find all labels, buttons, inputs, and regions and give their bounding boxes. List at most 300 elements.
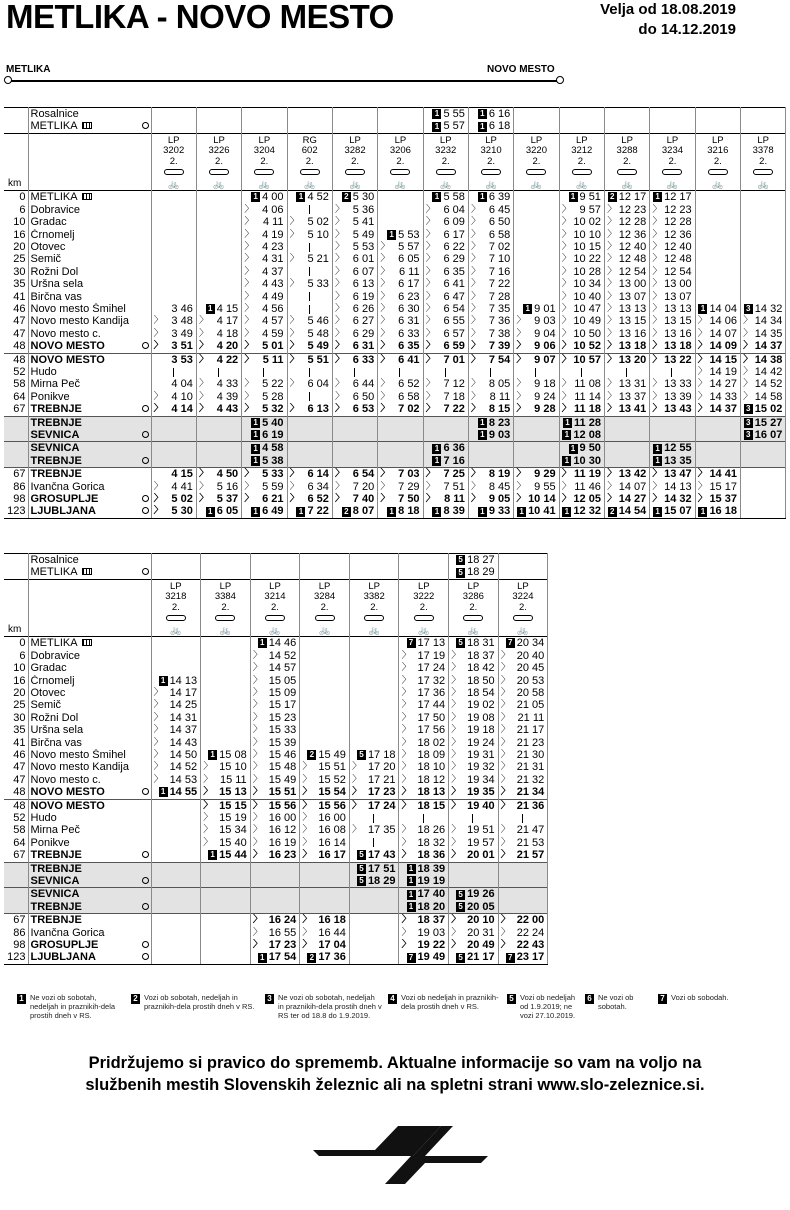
time-cell [559, 291, 604, 303]
pass-through-mark [626, 368, 627, 377]
time-cell [514, 391, 559, 403]
time-cell [332, 378, 377, 390]
time-value: 6 31 [398, 315, 420, 328]
timetable-row [4, 554, 548, 567]
time-cell [695, 505, 740, 518]
continues-mark: 〉 [470, 253, 481, 265]
continues-mark: 〉 [334, 378, 345, 390]
continues-mark: 〉 [652, 378, 663, 390]
time-value: 6 54 [352, 468, 375, 481]
time-cell [468, 108, 513, 121]
km-cell: 64 [4, 391, 28, 403]
time-value: 15 56 [318, 799, 346, 812]
time-value: 15 52 [318, 773, 346, 786]
time-value: 21 31 [516, 761, 545, 774]
time-cell [423, 229, 468, 241]
time-value: 6 17 [443, 228, 465, 241]
time-cell [449, 786, 499, 799]
footnote-badge: 5 [357, 876, 366, 886]
time-cell [201, 712, 251, 724]
time-value: 19 26 [467, 888, 495, 901]
time-cell [468, 229, 513, 241]
continues-mark: 〉 [606, 216, 617, 228]
time-value: 11 14 [574, 390, 601, 403]
time-cell [695, 253, 740, 265]
continues-mark: 〉 [652, 403, 663, 415]
time-cell [449, 901, 499, 914]
route-end-label: NOVO MESTO [487, 64, 555, 75]
time-cell [449, 875, 499, 888]
footnote-badge: 3 [744, 404, 753, 414]
time-value: 10 41 [528, 505, 556, 518]
time-cell [514, 328, 559, 340]
bicycle-icon: 🚲 [219, 624, 231, 635]
time-cell [250, 914, 300, 927]
station-label: Mirna Peč [30, 378, 81, 391]
time-value: 13 15 [618, 315, 647, 328]
time-value: 4 37 [262, 265, 284, 278]
time-cell [449, 749, 499, 761]
continues-mark: 〉 [334, 327, 345, 339]
continues-mark: 〉 [451, 748, 462, 760]
station-name [28, 812, 151, 824]
time-cell [604, 481, 649, 493]
time-cell [378, 253, 423, 265]
time-cell [650, 108, 695, 121]
time-cell [498, 761, 548, 773]
connection-icon [142, 342, 149, 349]
time-cell [399, 675, 449, 687]
timetable-row [4, 927, 548, 939]
km-header: km [4, 579, 28, 637]
time-value: 12 48 [664, 253, 692, 266]
continues-mark: 〉 [401, 649, 412, 661]
timetable-row [4, 675, 548, 687]
time-value: 13 47 [664, 468, 692, 481]
time-value: 6 55 [443, 315, 465, 328]
time-cell [559, 366, 604, 378]
time-cell [151, 687, 201, 699]
km-cell: 6 [4, 650, 28, 662]
time-cell [287, 340, 332, 353]
time-value: 6 05 [216, 505, 239, 518]
time-value: 6 27 [352, 315, 375, 328]
continues-mark: 〉 [451, 773, 462, 785]
timetable-row [4, 253, 786, 265]
time-cell [201, 862, 251, 875]
footnote-badge: 1 [258, 638, 267, 648]
time-cell [242, 353, 287, 366]
timetable-row [4, 650, 548, 662]
time-cell [250, 901, 300, 914]
train-type: LP [258, 134, 271, 146]
continues-mark: 〉 [302, 836, 313, 848]
time-value: 10 22 [573, 253, 601, 266]
time-cell [423, 505, 468, 518]
time-cell [514, 191, 559, 204]
continues-mark: 〉 [470, 290, 481, 302]
time-value: 17 44 [417, 699, 446, 712]
bicycle-icon: 🚲 [170, 624, 182, 635]
time-value: 6 50 [488, 216, 511, 229]
km-cell: 10 [4, 216, 28, 228]
time-cell [604, 278, 649, 290]
time-cell [250, 951, 300, 964]
time-value: 13 37 [618, 390, 647, 403]
km-cell [4, 888, 28, 901]
time-cell [151, 799, 201, 812]
footnote-badge: 2 [307, 750, 316, 760]
time-cell [242, 303, 287, 315]
time-cell [242, 455, 287, 468]
station-label: TREBNJE [30, 849, 82, 862]
train-type: LP [219, 580, 232, 592]
time-cell [449, 566, 499, 579]
timetable-row [4, 278, 786, 290]
timetable-row [4, 662, 548, 674]
time-cell [740, 493, 785, 505]
km-cell [4, 901, 28, 914]
continues-mark: 〉 [244, 390, 255, 402]
continues-mark: 〉 [652, 265, 663, 277]
time-value: 16 24 [268, 914, 297, 927]
time-cell [300, 637, 350, 650]
time-cell [514, 241, 559, 253]
km-cell: 35 [4, 724, 28, 736]
time-cell [196, 416, 241, 429]
time-cell [650, 241, 695, 253]
continues-mark: 〉 [380, 315, 391, 327]
time-value: 21 17 [516, 724, 545, 737]
time-value: 9 06 [534, 340, 556, 353]
time-value: 3 53 [171, 353, 193, 366]
continues-mark: 〉 [334, 228, 345, 240]
timetable-row [4, 837, 548, 849]
continues-mark: 〉 [401, 662, 412, 674]
time-value: 19 18 [467, 724, 495, 737]
time-value: 14 37 [169, 724, 198, 737]
time-cell [250, 761, 300, 773]
time-cell [242, 216, 287, 228]
station-name [28, 824, 151, 836]
timetable-row [4, 737, 548, 749]
time-cell [242, 468, 287, 481]
time-value: 9 07 [534, 353, 556, 366]
time-cell [449, 927, 499, 939]
time-value: 4 18 [216, 327, 239, 340]
train-number: 3216 [707, 145, 729, 157]
info-text [0, 1052, 790, 1096]
continues-mark: 〉 [470, 403, 481, 415]
footnote-item [388, 993, 501, 1011]
time-cell [349, 901, 399, 914]
continues-mark: 〉 [652, 480, 663, 492]
station-name [28, 927, 151, 939]
continues-mark: 〉 [351, 761, 362, 773]
time-cell [332, 120, 377, 133]
time-cell [559, 505, 604, 518]
time-cell [514, 493, 559, 505]
bicycle-icon: 🚲 [517, 624, 529, 635]
time-cell [378, 191, 423, 204]
train-class: 2. [668, 155, 677, 167]
time-value: 10 15 [573, 240, 601, 253]
coach-car-icon [399, 613, 448, 625]
time-cell [514, 253, 559, 265]
time-cell [250, 939, 300, 951]
footnote-badge: 1 [251, 192, 260, 202]
time-cell [332, 403, 377, 416]
time-cell [300, 939, 350, 951]
pass-through-mark [445, 368, 446, 377]
continues-mark: 〉 [470, 493, 481, 505]
time-value: 15 37 [709, 493, 737, 506]
time-value: 15 51 [318, 761, 346, 774]
time-value: 15 19 [219, 812, 247, 824]
footnote-badge: 1 [432, 507, 441, 517]
time-value: 8 23 [488, 416, 511, 429]
timetable-row [4, 191, 786, 204]
station-label: Rožni Dol [30, 265, 79, 278]
station-label: NOVO MESTO [30, 799, 105, 812]
continues-mark: 〉 [252, 699, 263, 711]
footnote-badge: 2 [342, 507, 351, 517]
time-value: 6 41 [443, 278, 465, 291]
time-value: 4 59 [262, 327, 284, 340]
train-number: 3384 [214, 591, 236, 603]
time-cell [604, 378, 649, 390]
time-cell [332, 416, 377, 429]
km-cell [4, 442, 28, 455]
continues-mark: 〉 [203, 799, 214, 811]
time-value: 20 34 [516, 637, 545, 650]
continues-mark: 〉 [244, 340, 255, 352]
time-cell [242, 391, 287, 403]
continues-mark: 〉 [742, 327, 753, 339]
time-value: 13 20 [618, 353, 647, 366]
time-cell [287, 315, 332, 327]
continues-mark: 〉 [334, 240, 345, 252]
ticket-office-icon [82, 193, 92, 200]
continues-mark: 〉 [244, 378, 255, 390]
time-value: 11 08 [574, 378, 601, 391]
continues-mark: 〉 [334, 290, 345, 302]
timetable-row [4, 455, 786, 468]
continues-mark: 〉 [500, 686, 511, 698]
time-value: 21 17 [467, 951, 495, 964]
time-cell [201, 554, 251, 567]
time-value: 14 25 [169, 699, 198, 712]
continues-mark: 〉 [606, 327, 617, 339]
time-cell [498, 927, 548, 939]
time-value: 19 19 [417, 875, 446, 888]
time-value: 12 36 [618, 228, 647, 241]
time-cell [449, 554, 499, 567]
continues-mark: 〉 [425, 480, 436, 492]
time-cell [332, 191, 377, 204]
time-value: 13 13 [618, 302, 647, 315]
time-cell [196, 120, 241, 133]
continues-mark: 〉 [561, 353, 572, 365]
time-cell [151, 429, 196, 442]
time-cell [559, 204, 604, 216]
connection-icon [142, 495, 149, 502]
time-cell [604, 328, 649, 340]
time-cell [151, 901, 201, 914]
time-value: 6 33 [398, 327, 420, 340]
time-cell [151, 340, 196, 353]
time-cell [650, 216, 695, 228]
footnote-badge: 1 [562, 430, 571, 440]
time-cell [650, 120, 695, 133]
time-cell [740, 216, 785, 228]
time-cell [250, 849, 300, 862]
timetable-row [4, 786, 548, 799]
train-number: 3210 [480, 145, 502, 157]
time-cell [250, 812, 300, 824]
time-value: 14 38 [754, 353, 783, 366]
continues-mark: 〉 [470, 390, 481, 402]
continues-mark: 〉 [470, 468, 481, 480]
station-name [28, 888, 151, 901]
time-cell [559, 120, 604, 133]
time-cell [498, 650, 548, 662]
time-value: 18 36 [417, 849, 446, 862]
continues-mark: 〉 [606, 302, 617, 314]
continues-mark: 〉 [289, 340, 300, 352]
time-cell [151, 862, 201, 875]
time-value: 17 54 [268, 951, 297, 964]
time-value: 13 16 [664, 327, 692, 340]
timetable-row [4, 849, 548, 862]
continues-mark: 〉 [516, 315, 527, 327]
time-cell [468, 481, 513, 493]
bicycle-icon: 🚲 [576, 178, 588, 189]
continues-mark: 〉 [351, 773, 362, 785]
time-value: 14 04 [709, 302, 737, 315]
time-value: 4 31 [262, 253, 284, 266]
time-value: 21 53 [516, 836, 545, 849]
time-value: 4 43 [216, 403, 239, 416]
time-cell [498, 837, 548, 849]
time-cell [242, 241, 287, 253]
continues-mark: 〉 [244, 493, 255, 505]
time-cell [201, 914, 251, 927]
time-cell [151, 366, 196, 378]
time-cell [196, 340, 241, 353]
time-cell [151, 812, 201, 824]
footnote-badge: 1 [208, 750, 217, 760]
continues-mark: 〉 [561, 315, 572, 327]
footnote-badge: 5 [456, 638, 465, 648]
time-value: 19 34 [467, 773, 495, 786]
time-value: 16 08 [318, 824, 346, 837]
train-type: LP [213, 134, 225, 146]
time-value: 7 38 [488, 327, 511, 340]
time-value: 15 09 [268, 686, 297, 699]
bicycle-icon: 🚲 [530, 178, 543, 189]
time-cell [242, 505, 287, 518]
time-cell [378, 505, 423, 518]
time-value: 13 07 [618, 290, 647, 303]
station-name [28, 712, 151, 724]
continues-mark: 〉 [401, 914, 412, 926]
continues-mark: 〉 [244, 302, 255, 314]
station-name [28, 455, 151, 468]
continues-mark: 〉 [742, 390, 753, 402]
time-cell [604, 229, 649, 241]
continues-mark: 〉 [153, 403, 164, 415]
time-value: 14 37 [754, 340, 783, 353]
continues-mark: 〉 [198, 390, 209, 402]
continues-mark: 〉 [606, 240, 617, 252]
time-cell [287, 253, 332, 265]
train-header [468, 133, 513, 191]
train-number: 602 [301, 145, 318, 157]
footnote-badge: 7 [407, 953, 416, 963]
time-value: 4 14 [171, 403, 193, 416]
time-value: 3 49 [171, 327, 193, 340]
footnote-badge: 1 [159, 676, 168, 686]
continues-mark: 〉 [252, 812, 263, 823]
time-cell [449, 849, 499, 862]
continues-mark: 〉 [516, 468, 527, 480]
time-value: 14 37 [709, 403, 737, 416]
time-cell [196, 229, 241, 241]
timetable-row [4, 328, 786, 340]
time-cell [399, 824, 449, 836]
timetable-part-1 [4, 107, 786, 519]
time-cell [498, 888, 548, 901]
timetable-row [4, 353, 786, 366]
time-cell [300, 786, 350, 799]
km-cell: 47 [4, 761, 28, 773]
time-cell [604, 416, 649, 429]
time-cell [300, 927, 350, 939]
continues-mark: 〉 [697, 493, 708, 505]
time-value: 15 15 [219, 799, 247, 812]
time-cell [287, 229, 332, 241]
time-cell [349, 699, 399, 711]
time-value: 21 11 [517, 711, 545, 724]
time-cell [378, 291, 423, 303]
time-value: 19 35 [467, 786, 495, 799]
km-cell: 67 [4, 468, 28, 481]
time-value: 5 32 [262, 403, 284, 416]
continues-mark: 〉 [244, 240, 255, 252]
time-value: 9 03 [488, 429, 511, 442]
time-cell [650, 278, 695, 290]
time-cell [423, 108, 468, 121]
time-cell [349, 812, 399, 824]
train-class: 2. [215, 155, 223, 167]
station-label: Otovec [30, 686, 66, 699]
time-cell [250, 675, 300, 687]
continues-mark: 〉 [606, 265, 617, 277]
station-label: METLIKA [30, 637, 78, 650]
time-cell [300, 862, 350, 875]
continues-mark: 〉 [500, 799, 511, 811]
time-cell [514, 120, 559, 133]
continues-mark: 〉 [198, 493, 209, 505]
time-cell [468, 366, 513, 378]
time-value: 8 11 [444, 493, 465, 506]
train-class: 2. [623, 155, 632, 167]
time-value: 14 58 [754, 390, 783, 403]
train-header [250, 579, 300, 637]
train-number: 3206 [389, 145, 411, 157]
time-cell [196, 291, 241, 303]
